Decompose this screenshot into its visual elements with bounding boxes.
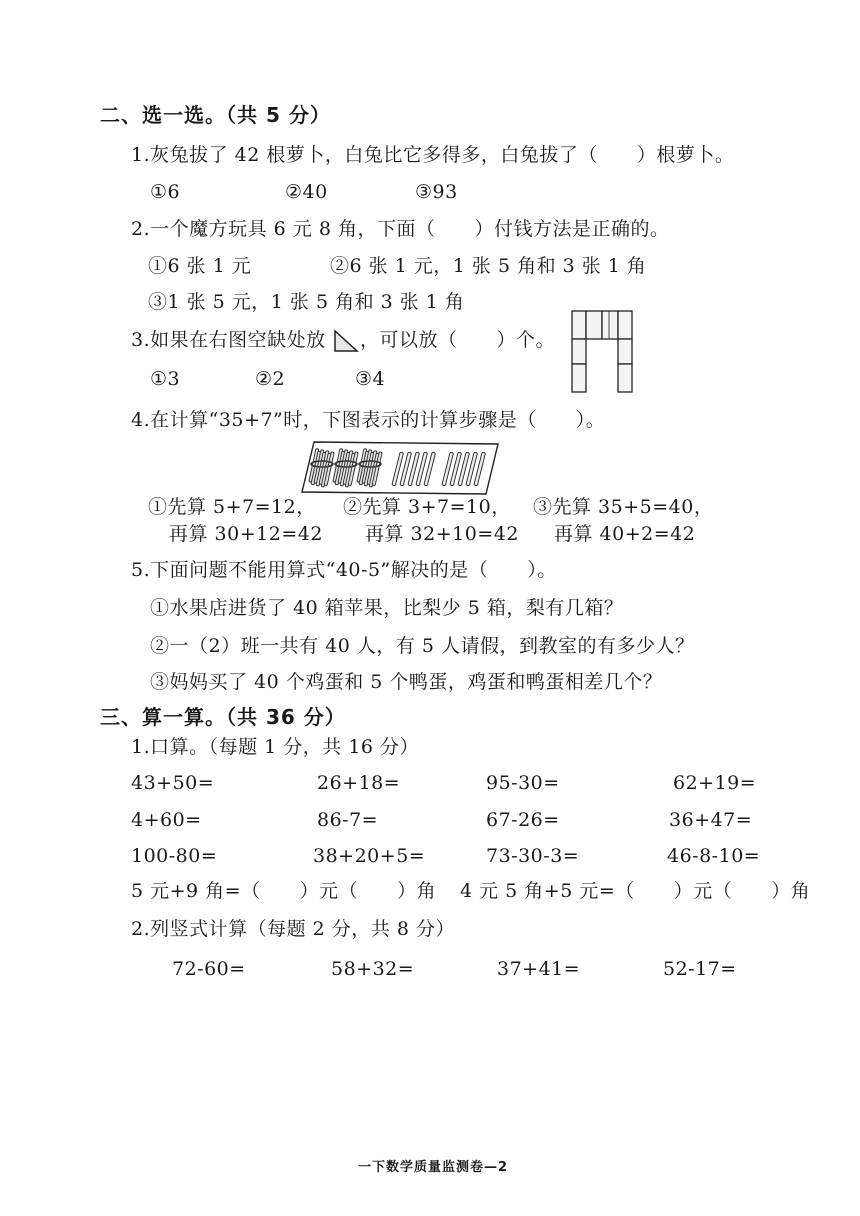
page-footer: 一下数学质量监测卷—2 [358,1160,509,1175]
question-5-option-2: ②一（2）班一共有 40 人，有 5 人请假，到教室的有多少人？ [150,635,695,657]
mental-math-item: 46-8-10= [667,845,761,867]
question-2-option-3: ③1 张 5 元，1 张 5 角和 3 张 1 角 [148,291,465,313]
mental-math-item: 67-26= [486,809,560,831]
question-2-option-2: ②6 张 1 元，1 张 5 角和 3 张 1 角 [330,255,647,277]
vertical-calc-item: 72-60= [172,958,246,980]
question-5-option-3: ③妈妈买了 40 个鸡蛋和 5 个鸭蛋，鸡蛋和鸭蛋相差几个？ [150,671,663,693]
mental-math-item: 73-30-3= [486,845,580,867]
vertical-calc-item: 52-17= [663,958,737,980]
question-3-stem-after: ，可以放（ ）个。 [360,329,556,351]
question-4-option-1-line-1: ①先算 5+7=12， [148,496,316,518]
question-2-option-1: ①6 张 1 元 [148,255,252,277]
right-triangle-icon [333,329,359,353]
counting-sticks-figure [300,440,500,496]
mental-math-item: 4+60= [131,809,202,831]
question-1-option-2: ②40 [285,181,328,203]
question-4-option-3-line-2: 再算 40+2=42 [554,523,696,545]
question-5-stem: 5.下面问题不能用算式“40-5”解决的是（ ）。 [131,559,557,581]
mental-math-item: 100-80= [131,845,218,867]
mental-math-item: 43+50= [131,772,215,794]
section-heading-calculate: 三、算一算。（共 36 分） [100,705,346,729]
vertical-calc-item: 58+32= [331,958,415,980]
mental-math-item: 26+18= [317,772,401,794]
section-heading-choose: 二、选一选。（共 5 分） [100,103,331,127]
stick-bundle [309,449,334,488]
mental-math-item: 36+47= [669,809,753,831]
question-4-option-3-line-1: ③先算 35+5=40， [533,496,714,518]
question-4-stem: 4.在计算“35+7”时，下图表示的计算步骤是（ ）。 [131,409,606,431]
question-3-option-3: ③4 [355,368,386,390]
question-4-option-2-line-2: 再算 32+10=42 [365,523,519,545]
mental-math-item: 86-7= [317,809,379,831]
question-2-stem: 2.一个魔方玩具 6 元 8 角，下面（ ）付钱方法是正确的。 [131,218,670,240]
mental-math-title: 1.口算。（每题 1 分，共 16 分） [131,736,420,758]
question-5-option-1: ①水果店进货了 40 箱苹果，比梨少 5 箱，梨有几箱？ [150,597,624,619]
money-conversion-item: 4 元 5 角+5 元=（ ）元（ ）角 [460,880,811,902]
question-3-option-1: ①3 [150,368,181,390]
vertical-calc-item: 37+41= [497,958,581,980]
mental-math-item: 95-30= [486,772,560,794]
question-4-option-1-line-2: 再算 30+12=42 [169,523,323,545]
question-3-stem-before: 3.如果在右图空缺处放 [131,329,326,351]
vertical-calc-title: 2.列竖式计算（每题 2 分，共 8 分） [131,918,455,940]
question-1-stem: 1.灰兔拔了 42 根萝卜，白兔比它多得多，白兔拔了（ ）根萝卜。 [131,144,735,166]
question-4-option-2-line-1: ②先算 3+7=10， [343,496,511,518]
mental-math-item: 62+19= [673,772,757,794]
money-conversion-item: 5 元+9 角=（ ）元（ ）角 [131,880,437,902]
question-1-option-3: ③93 [415,181,458,203]
question-1-option-1: ①6 [150,181,181,203]
arch-grid-figure [571,310,635,394]
mental-math-item: 38+20+5= [313,845,426,867]
question-3-option-2: ②2 [255,368,286,390]
stick-bundle [333,449,358,488]
stick-bundle [357,449,382,488]
